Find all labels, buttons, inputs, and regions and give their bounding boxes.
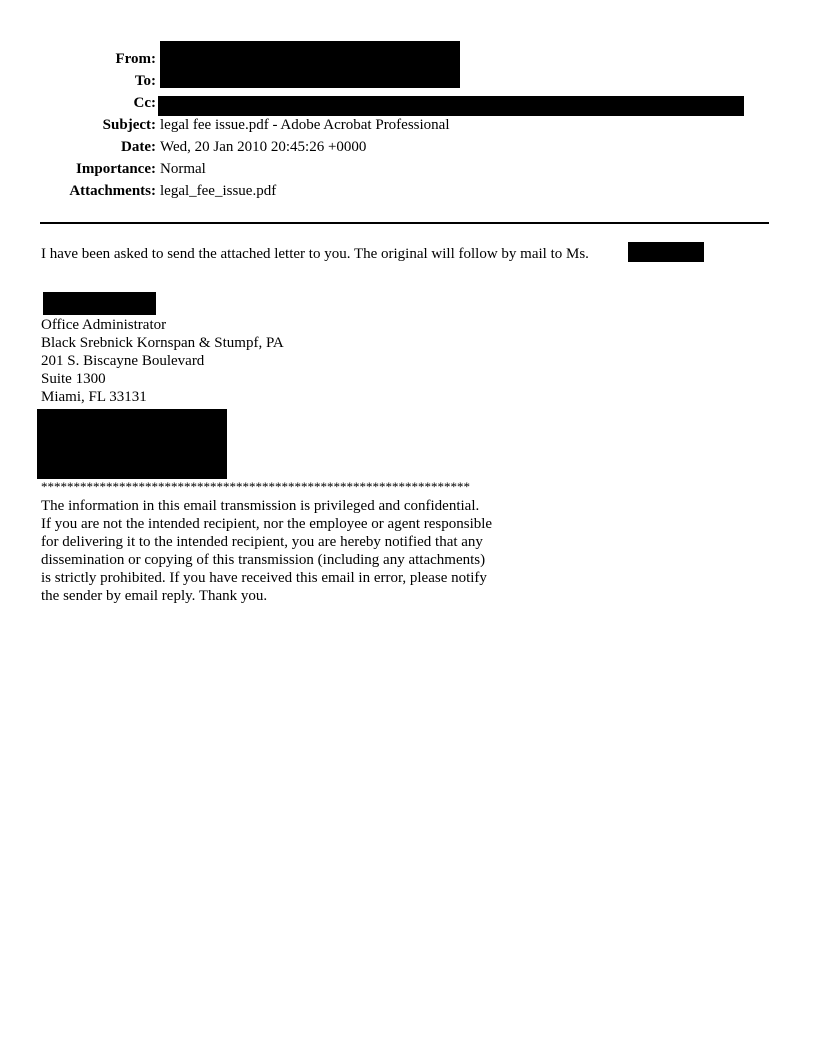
- signature-block: [41, 316, 284, 406]
- subject-label: Subject:: [102, 117, 156, 133]
- importance-label: Importance:: [76, 161, 156, 177]
- importance-value: Normal: [160, 161, 206, 177]
- subject-row: [40, 114, 450, 136]
- attachments-value: legal_fee_issue.pdf: [160, 183, 277, 199]
- attachments-row: [40, 180, 450, 202]
- header-divider: [40, 222, 769, 224]
- disclaimer-line: is strictly prohibited. If you have received this email in error, please notify: [41, 570, 487, 586]
- attachments-label: Attachments:: [69, 183, 156, 199]
- redaction-cc: [158, 96, 744, 116]
- subject-value: legal fee issue.pdf - Adobe Acrobat Professional: [160, 117, 450, 133]
- disclaimer-separator: ******************************************************************: [41, 479, 470, 494]
- signature-title: Office Administrator: [41, 317, 167, 333]
- message-text: I have been asked to send the attached letter to you. The original will follow by mail to Ms.: [41, 246, 589, 262]
- signature-suite: Suite 1300: [41, 371, 106, 387]
- disclaimer-line: If you are not the intended recipient, nor the employee or agent responsible: [41, 516, 493, 532]
- cc-label: Cc:: [133, 95, 156, 111]
- disclaimer-line: the sender by email reply. Thank you.: [41, 588, 268, 604]
- redaction-sender-name: [43, 292, 156, 315]
- signature-street: 201 S. Biscayne Boulevard: [41, 353, 205, 369]
- date-label: Date:: [121, 139, 156, 155]
- redaction-from-to: [160, 41, 460, 88]
- to-label: To:: [134, 73, 156, 89]
- confidentiality-disclaimer: [41, 497, 492, 605]
- signature-firm: Black Srebnick Kornspan & Stumpf, PA: [41, 335, 284, 351]
- redaction-contact-info: [37, 409, 227, 479]
- date-row: [40, 136, 450, 158]
- date-value: Wed, 20 Jan 2010 20:45:26 +0000: [160, 139, 367, 155]
- disclaimer-line: The information in this email transmission is privileged and confidential.: [41, 498, 480, 514]
- from-label: From:: [115, 51, 156, 67]
- importance-row: [40, 158, 450, 180]
- redaction-recipient-name: [628, 242, 704, 262]
- disclaimer-line: for delivering it to the intended recipient, you are hereby notified that any: [41, 534, 483, 550]
- disclaimer-line: dissemination or copying of this transmission (including any attachments): [41, 552, 486, 568]
- signature-city: Miami, FL 33131: [41, 389, 147, 405]
